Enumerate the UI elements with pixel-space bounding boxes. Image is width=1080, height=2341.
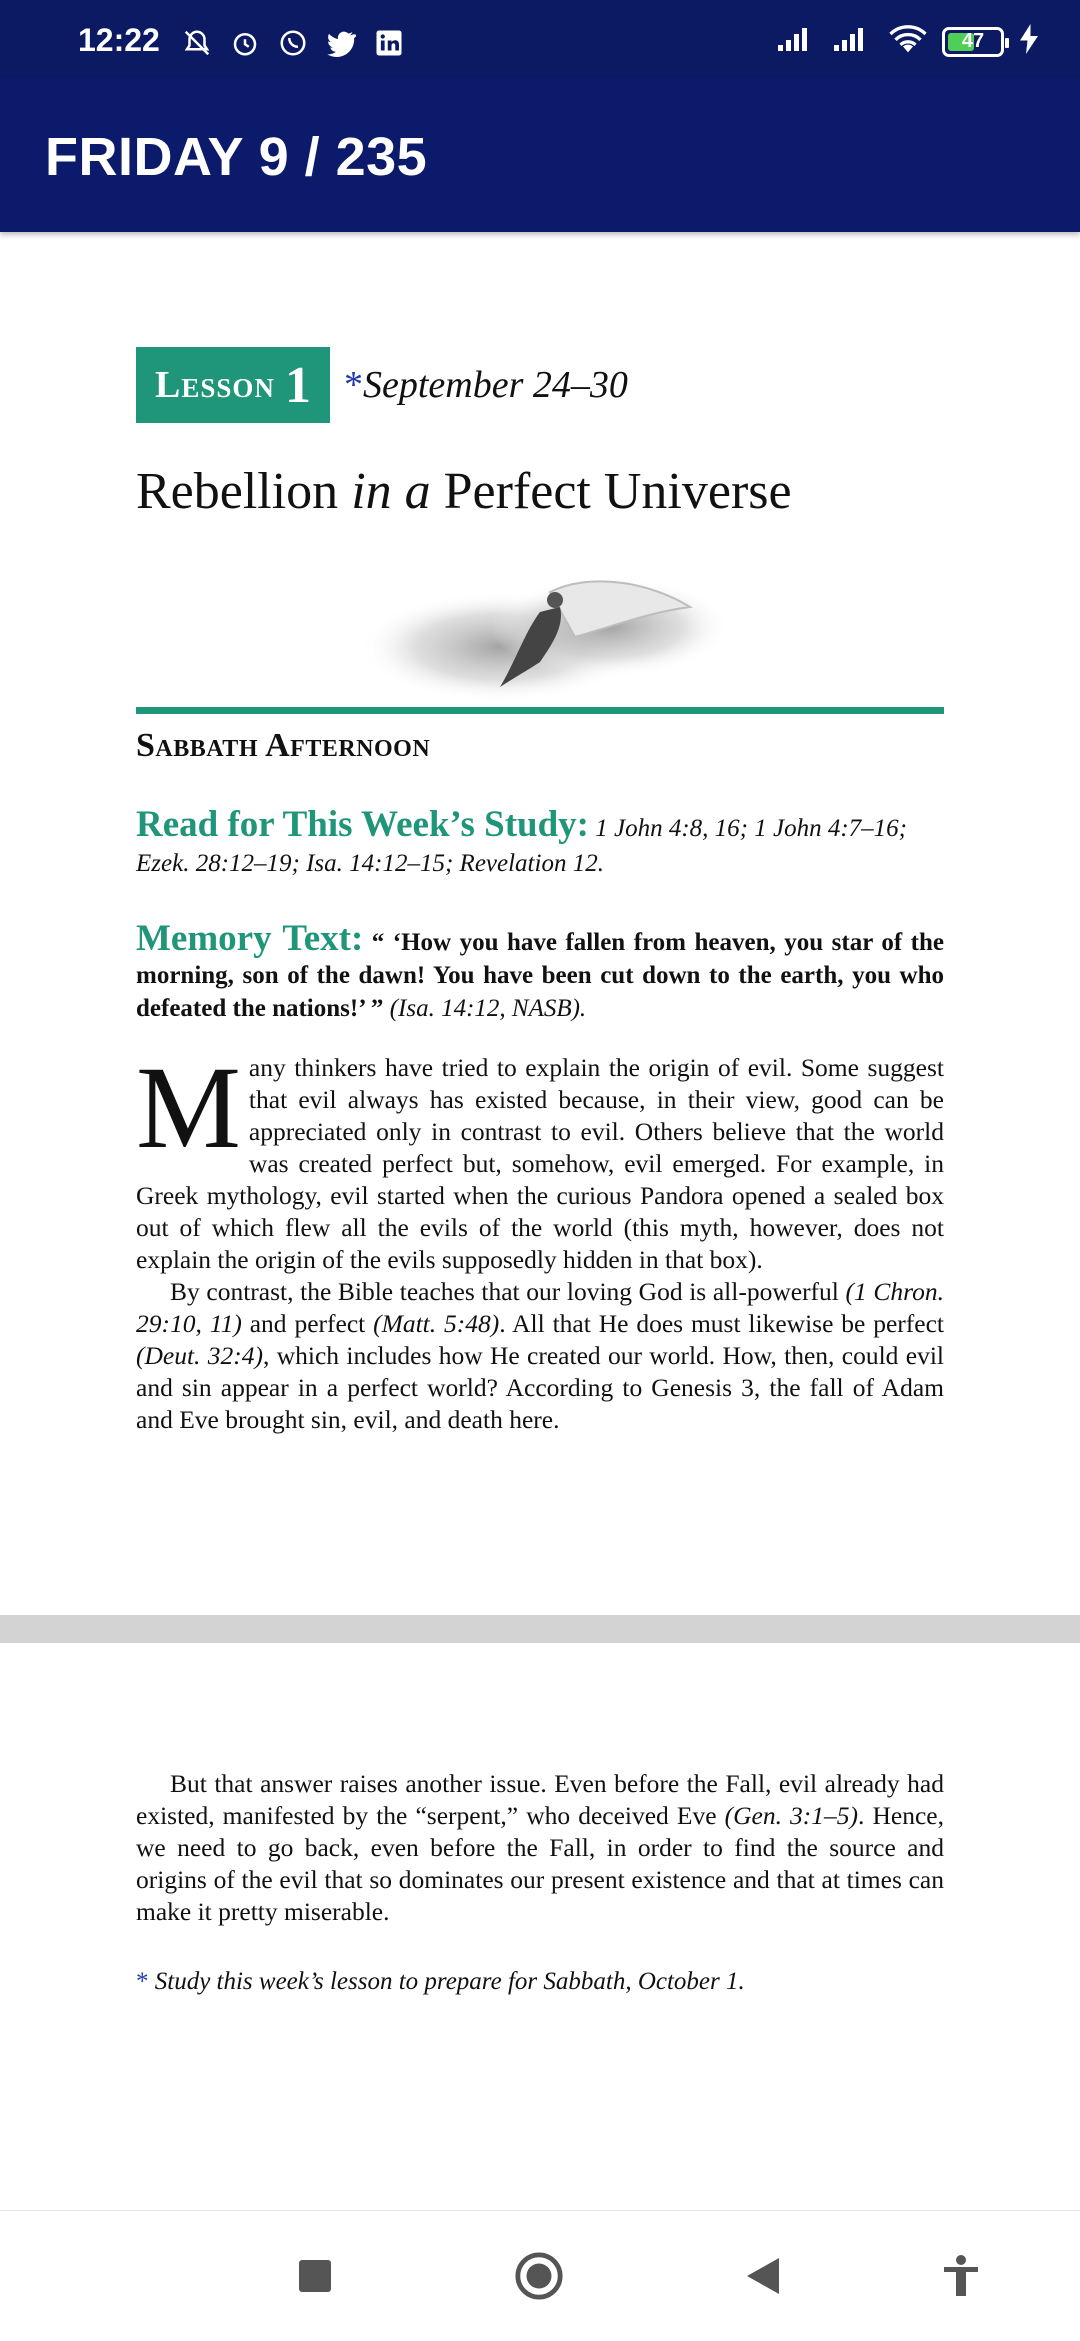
status-time: 12:22 — [78, 22, 160, 58]
back-icon[interactable] — [738, 2251, 788, 2301]
drop-cap: M — [136, 1042, 241, 1173]
wifi-icon — [888, 24, 928, 59]
section-rule — [136, 707, 944, 714]
lesson-title — [136, 462, 792, 521]
title-part: Perfect Universe — [430, 463, 792, 520]
scripture-ref: (1 Chron. 29:10, 11) — [136, 1277, 944, 1338]
date-asterisk: * — [344, 364, 363, 406]
scripture-ref: (Deut. 32:4) — [136, 1341, 264, 1370]
section-heading: Sabbath Afternoon — [136, 727, 431, 764]
lesson-badge — [136, 347, 330, 423]
scripture-ref: (Matt. 5:48) — [373, 1309, 500, 1338]
memory-text — [136, 918, 944, 1025]
memory-heading: Memory Text: — [136, 918, 364, 959]
scripture-ref: (Gen. 3:1–5) — [724, 1801, 859, 1830]
status-bar — [0, 0, 1080, 78]
signal-icon — [776, 25, 818, 58]
app-bar — [0, 78, 1080, 232]
paragraph-1 — [136, 1042, 944, 1276]
footnote — [136, 1968, 745, 1996]
paragraph-text: , which includes how He created our world. How, then, could evil and sin appear in a perfect world? According to Genesis 3, the fall of Adam and Eve brought sin, evil, and death here. — [136, 1341, 944, 1434]
battery-level: 47 — [961, 30, 985, 52]
title-part: Rebellion — [136, 463, 352, 520]
signal-icon — [832, 25, 874, 58]
paragraph-text: . All that He does must likewise be perfect — [499, 1309, 945, 1338]
whatsapp-icon — [276, 26, 310, 60]
bell-off-icon — [180, 26, 214, 60]
lesson-number: 1 — [284, 356, 311, 414]
paragraph-text: By contrast, the Bible teaches that our loving God is all-powerful — [170, 1277, 846, 1306]
read-heading: Read for This Week’s Study: — [136, 804, 589, 845]
paragraph-text: But that answer raises another issue. Even before the Fall, evil already had existed, manifested by the “serpent,” who deceived Eve — [136, 1769, 944, 1830]
paragraph-text: any thinkers have tried to explain the origin of evil. Some suggest that evil always has existed because, in their view, good can be appreciated only in contrast to evil. Others believe that the world was created perfect but, somehow, evil emerged. For example, in Greek mythology, evil started when the curious Pandora opened a sealed box out of which flew all the evils of the world (this myth, however, does not explain the origin of the evils supposedly hidden in that box). — [136, 1053, 944, 1274]
lesson-body — [136, 1042, 945, 1436]
charging-icon — [1018, 24, 1040, 59]
recents-icon[interactable] — [290, 2251, 340, 2301]
page-divider — [0, 1615, 1080, 1643]
system-icons — [776, 24, 1040, 59]
lesson-label: Lesson — [155, 364, 275, 406]
memory-verse: “ ‘How you have fallen from heaven, you star of the morning, son of the dawn! You have been cut down to the earth, you who defeated the nations!’ ” — [136, 929, 944, 1022]
angel-illustration — [350, 552, 740, 722]
linkedin-icon — [372, 26, 406, 60]
home-icon[interactable] — [514, 2251, 564, 2301]
lesson-header — [136, 347, 628, 423]
accessibility-icon[interactable] — [936, 2251, 986, 2301]
read-references: 1 John 4:8, 16; 1 John 4:7–16; Ezek. 28:12–19; Isa. 14:12–15; Revelation 12. — [136, 815, 907, 877]
lesson-dates — [344, 363, 628, 407]
battery-icon — [942, 27, 1004, 57]
title-italic: in a — [351, 463, 431, 520]
footnote-text: Study this week’s lesson to prepare for Sabbath, October 1. — [148, 1968, 745, 1995]
page-title: FRIDAY 9 / 235 — [45, 127, 428, 187]
paragraph-text: . Hence, we need to go back, even before the Fall, in order to find the source and origins of the evil that so dominates our present existence and that at times can make it pretty miserable. — [136, 1801, 944, 1926]
footnote-asterisk: * — [136, 1968, 149, 1995]
paragraph-2 — [136, 1276, 944, 1436]
paragraph-text: and perfect — [241, 1309, 374, 1338]
alarm-icon — [228, 26, 262, 60]
paragraph-3 — [136, 1768, 944, 1928]
memory-reference: (Isa. 14:12, NASB). — [389, 995, 587, 1022]
navigation-bar — [0, 2210, 1080, 2341]
notification-icons — [180, 26, 406, 60]
read-for-study — [136, 804, 944, 881]
twitter-icon — [324, 26, 358, 60]
date-range: September 24–30 — [363, 364, 628, 406]
